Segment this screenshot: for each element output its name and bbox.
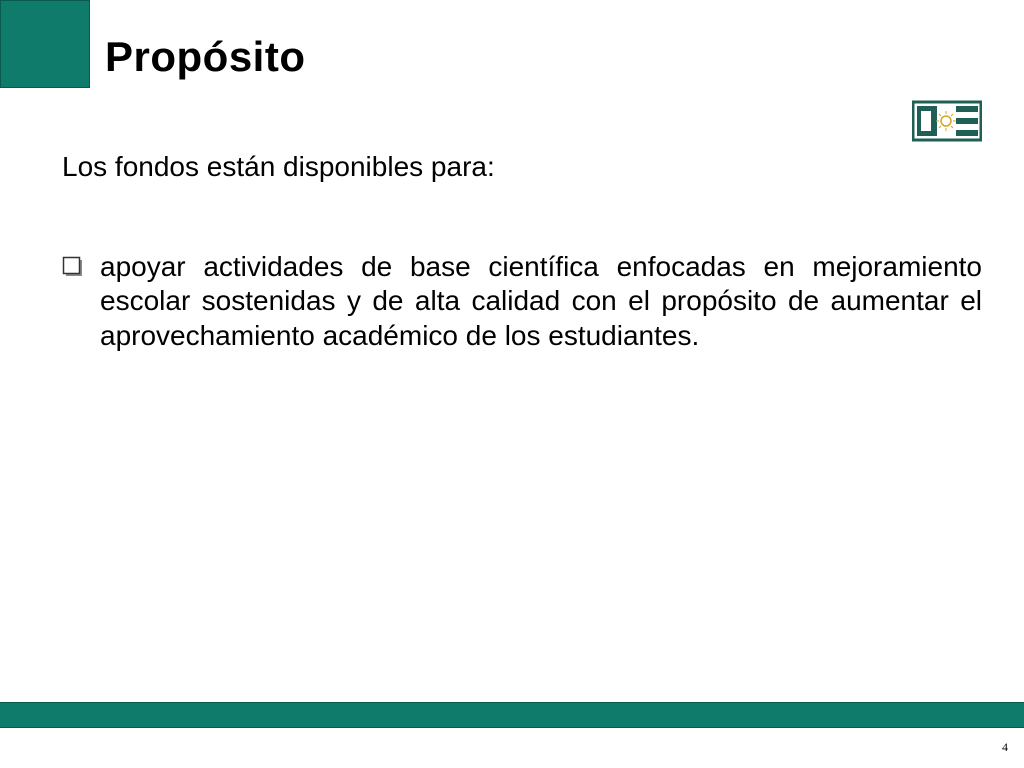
bullet-item (62, 250, 982, 353)
hollow-square-icon (62, 256, 84, 278)
page-number: 4 (1002, 740, 1008, 754)
slide-title: Propósito (105, 33, 306, 80)
bullet-text: apoyar actividades de base científica enfocadas en mejoramiento escolar sostenidas y de alta calidad con el propósito de aumentar el aprovechamiento académico de los estudiantes. (100, 251, 982, 351)
intro-text: Los fondos están disponibles para: (62, 151, 495, 182)
corner-accent-square (0, 0, 90, 88)
de-logo-icon (912, 100, 982, 142)
footer-band (0, 702, 1024, 728)
